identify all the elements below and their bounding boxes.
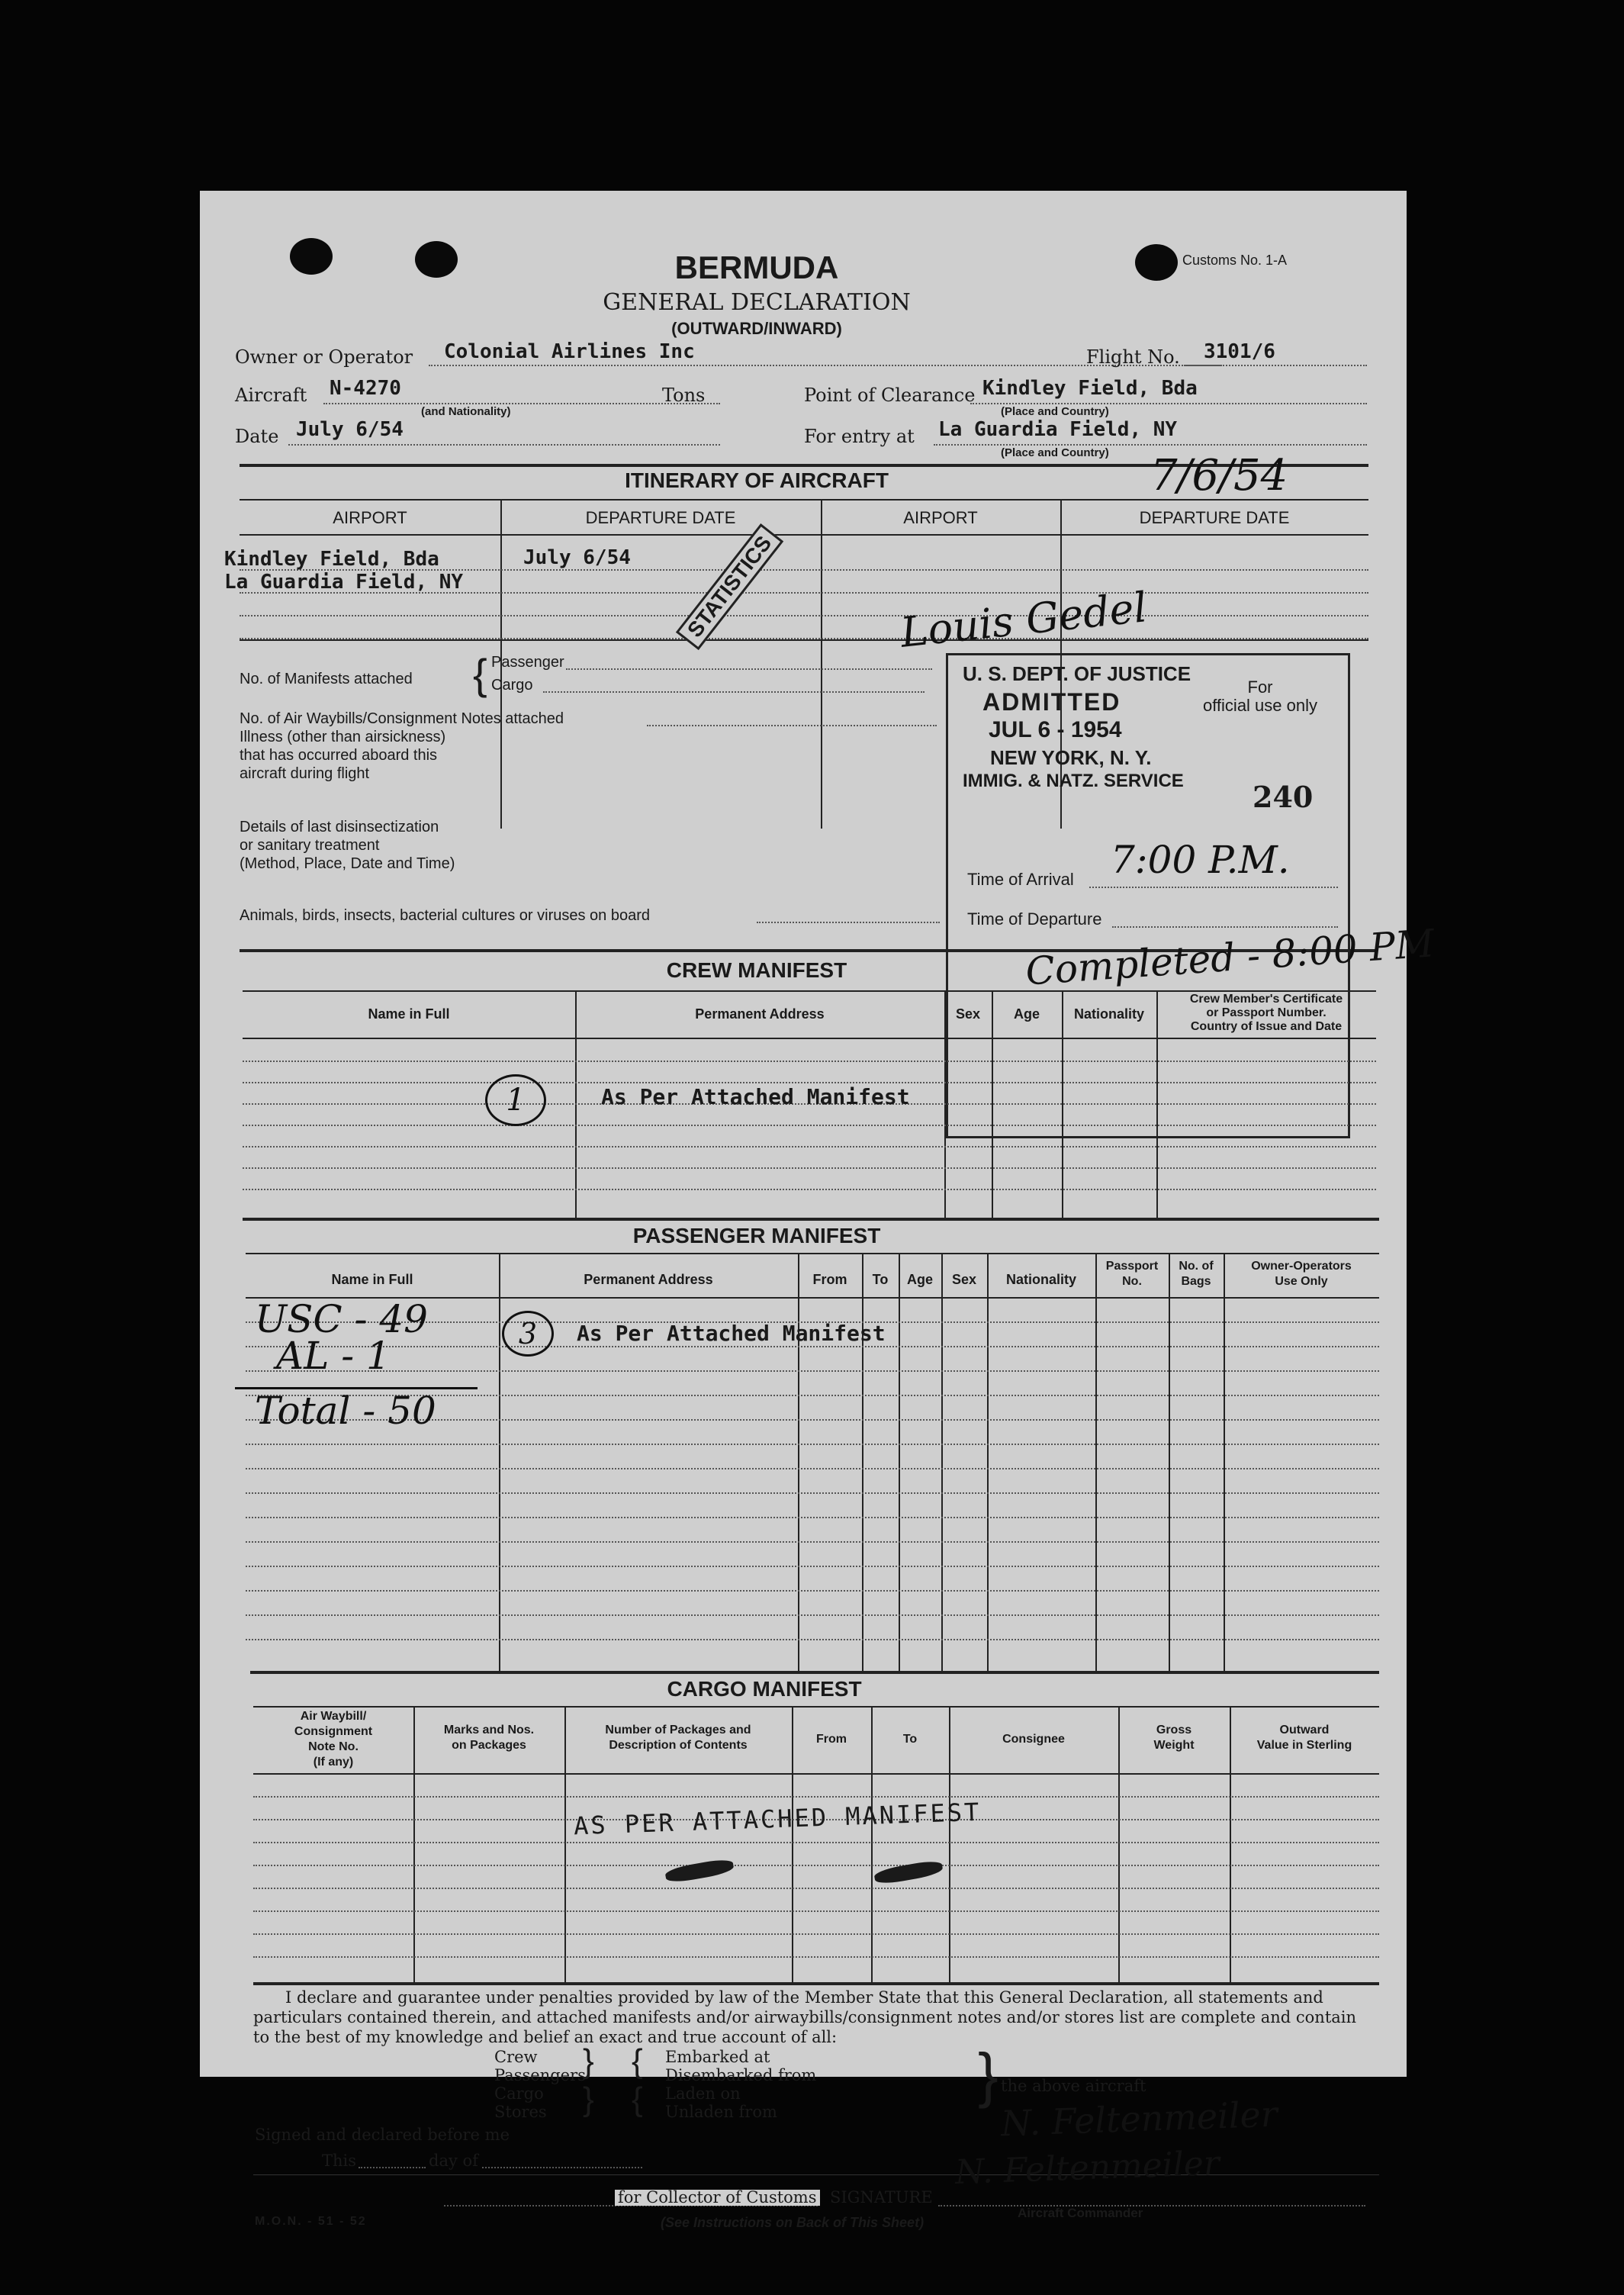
official-number: 240 <box>1253 780 1314 814</box>
declaration-item-passengers: Passengers <box>494 2066 586 2084</box>
official-label-1: For <box>1247 678 1273 697</box>
commander-label: Aircraft Commander <box>1018 2206 1143 2220</box>
passenger-header-passport-2: No. <box>1122 1275 1142 1288</box>
passenger-header-from: From <box>812 1272 847 1287</box>
punch-hole <box>1135 244 1178 281</box>
illness-line-3: aircraft during flight <box>240 765 370 782</box>
passenger-header-bags-1: No. of <box>1179 1260 1214 1273</box>
date-value: July 6/54 <box>296 418 404 441</box>
cargo-header-packages-1: Number of Packages and <box>605 1724 751 1737</box>
itinerary-title: ITINERARY OF AIRCRAFT <box>625 468 889 492</box>
this-label: This <box>322 2152 357 2170</box>
crew-header-cert-2: or Passport Number. <box>1206 1006 1327 1019</box>
declaration-form: Customs No. 1-A BERMUDA GENERAL DECLARATION (OUTWARD/INWARD) Owner or Operator Colonial Airlines Inc Flight No. 3101/6 Aircraft N-4270 (and Nationality) Tons Point of Clearance Kindley Field, Bda (Place and Country) Date July 6/54 For entry at La Guardia Field, NY (Place and Country) ITINERARY OF AIRCRAFT 7/6/54 AIRPORT DEPARTURE DATE AIRPORT DEPARTURE DATE Kindley Field, Bda July 6/54 La Guardia Field, NY STATISTICS Louis Gedel No. of Manifests attached { Passenger Cargo No. of Air Waybills/Consignment Notes attached Illness (other than airsickness) that has occurred aboard this aircraft during flight Details of last disinsectization or sanitary treatment (Method, Place, Date and Time) Animals, birds, insects, bacterial cultures or viruses on board For official use only U. S. DEPT. OF JUSTICE ADMITTED JUL 6 - 1954 NEW YORK, N. Y. IMMIG. & NATZ. SERVICE 240 Time of Arrival 7:00 P.M. Time of Departure CREW MANIFEST Completed - 8:00 PM Name in Full Permanent Address Sex Age Nationality Crew Member's Certificate or Passport Number. Country of Issue and Date 1 As Per Attached Manifest PASSENGER MANIFEST Name in Full Permanent Address From To Age Sex Nationality Passport No. No. of Bags Owner-Operators Use Only USC - 49 AL - 1 Total - 50 3 As Per Attached Manifest CARGO MANIFEST Air Waybill/ Consignment Note No. (If any) Marks and Nos. on Packages Number of Packages and Description of Contents From To Consignee Gross Weight Outward Value in Sterling AS PER ATTACHED MANIFEST I declare and guarantee under penalties provided by law of the Member State that this General Declaration, all statements and particulars contained therein, and attached manifests and/or airwaybills/consignment notes and/or stores list are complete and contain to the best of my knowledge and belief an exact and true account of all: Crew Passengers Cargo Stores } } { { Embarked at Disembarked from Laden on Unladen from } the above aircraft N. Feltenmeiler Signed and declared before me This day of N. Feltenmeiler for Collector of Customs SIGNATURE M.O.N. - 51 - 52 (See Instructions on Back of This Sheet) Aircraft Commander <box>200 191 1407 2077</box>
disinsect-line-2: or sanitary treatment <box>240 837 380 854</box>
passenger-header-address: Permanent Address <box>584 1272 713 1287</box>
crew-circled-number: 1 <box>485 1074 546 1126</box>
crew-header-nationality: Nationality <box>1073 1006 1144 1022</box>
passenger-handwritten-al: AL - 1 <box>276 1334 391 1378</box>
cargo-header-gross-2: Weight <box>1153 1739 1195 1752</box>
animals-label: Animals, birds, insects, bacterial cultures or viruses on board <box>240 907 651 924</box>
form-number: M.O.N. - 51 - 52 <box>255 2215 367 2228</box>
declaration-item-disembarked: Disembarked from <box>665 2066 817 2084</box>
stamp-admitted: ADMITTED <box>982 688 1121 716</box>
illness-line-2: that has occurred aboard this <box>240 747 438 764</box>
owner-value: Colonial Airlines Inc <box>444 340 695 363</box>
disinsect-line-1: Details of last disinsectization <box>240 819 439 835</box>
declaration-aircraft-text: the above aircraft <box>1001 2077 1146 2095</box>
signed-label: Signed and declared before me <box>255 2126 510 2144</box>
itinerary-handwritten-date: 7/6/54 <box>1150 451 1288 501</box>
cargo-header-value-1: Outward <box>1279 1724 1330 1737</box>
manifests-passenger-label: Passenger <box>491 654 564 671</box>
flight-value: 3101/6 <box>1204 340 1275 363</box>
passenger-circled-number: 3 <box>502 1311 554 1357</box>
cargo-handwritten-entry: AS PER ATTACHED MANIFEST <box>573 1797 982 1841</box>
declaration-item-stores: Stores <box>494 2103 547 2121</box>
declaration-item-cargo: Cargo <box>494 2084 544 2103</box>
itinerary-header-departure-1: DEPARTURE DATE <box>585 508 736 527</box>
declaration-item-laden: Laden on <box>665 2084 741 2103</box>
itinerary-header-departure-2: DEPARTURE DATE <box>1139 508 1290 527</box>
cargo-header-gross-1: Gross <box>1156 1724 1192 1737</box>
declaration-line-1: I declare and guarantee under penalties provided by law of the Member State that this General Declaration, all statements and <box>285 1988 1323 2007</box>
declaration-item-embarked: Embarked at <box>665 2048 770 2066</box>
cargo-header-waybill-3: Note No. <box>308 1740 359 1753</box>
tons-label: Tons <box>662 385 706 406</box>
cargo-header-waybill-2: Consignment <box>294 1725 373 1738</box>
signature-label: SIGNATURE <box>830 2188 933 2206</box>
passenger-header-passport-1: Passport <box>1105 1260 1159 1273</box>
cargo-scribble-2 <box>873 1859 944 1885</box>
arrival-label: Time of Arrival <box>967 870 1074 889</box>
crew-completed-note: Completed - 8:00 PM <box>1024 921 1436 994</box>
customs-form-number: Customs No. 1-A <box>1182 253 1288 268</box>
cargo-header-from: From <box>816 1733 847 1746</box>
statistics-stamp: STATISTICS <box>676 523 783 650</box>
instructions-note: (See Instructions on Back of This Sheet) <box>661 2215 925 2230</box>
clearance-label: Point of Clearance <box>804 385 976 406</box>
day-label: day of <box>429 2152 478 2170</box>
passenger-header-to: To <box>872 1272 889 1287</box>
declaration-line-3: to the best of my knowledge and belief an exact and true account of all: <box>253 2028 838 2046</box>
itinerary-airport-1: Kindley Field, Bda <box>224 548 439 571</box>
collector-label: for Collector of Customs <box>615 2190 820 2206</box>
crew-header-age: Age <box>1013 1006 1040 1022</box>
cargo-header-marks-2: on Packages <box>452 1739 526 1752</box>
itinerary-airport-2: La Guardia Field, NY <box>224 571 464 594</box>
departure-time-label: Time of Departure <box>967 909 1102 929</box>
crew-header-sex: Sex <box>955 1006 981 1022</box>
itinerary-header-airport-1: AIRPORT <box>333 508 407 527</box>
entry-value: La Guardia Field, NY <box>938 418 1178 441</box>
itinerary-departure-1: July 6/54 <box>523 546 631 569</box>
clearance-value: Kindley Field, Bda <box>982 377 1198 400</box>
aircraft-note: (and Nationality) <box>421 405 511 418</box>
commander-signature-2: N. Feltenmeiler <box>954 2143 1220 2193</box>
entry-label: For entry at <box>804 426 915 447</box>
crew-header-cert-3: Country of Issue and Date <box>1190 1020 1343 1033</box>
cargo-header-value-2: Value in Sterling <box>1256 1739 1352 1752</box>
passenger-header-age: Age <box>906 1272 933 1287</box>
stamp-service: IMMIG. & NATZ. SERVICE <box>963 771 1184 791</box>
passenger-entry: As Per Attached Manifest <box>577 1321 886 1346</box>
form-direction: (OUTWARD/INWARD) <box>671 319 842 338</box>
official-label-2: official use only <box>1202 696 1317 715</box>
itinerary-signature: Louis Gedel <box>898 583 1150 657</box>
manifests-cargo-label: Cargo <box>491 677 533 694</box>
cargo-title: CARGO MANIFEST <box>667 1677 862 1701</box>
cargo-header-waybill-1: Air Waybill/ <box>300 1710 367 1723</box>
illness-line-1: Illness (other than airsickness) <box>240 729 446 745</box>
stamp-date: JUL 6 - 1954 <box>989 717 1122 742</box>
disinsect-line-3: (Method, Place, Date and Time) <box>240 855 455 872</box>
flight-label: Flight No. <box>1086 346 1180 368</box>
crew-header-address: Permanent Address <box>695 1006 825 1022</box>
passenger-title: PASSENGER MANIFEST <box>632 1224 881 1247</box>
declaration-line-2: particulars contained therein, and attached manifests and/or airwaybills/consignment notes and/or stores list are complete and contain <box>253 2008 1357 2026</box>
cargo-scribble-1 <box>664 1857 735 1884</box>
cargo-header-marks-1: Marks and Nos. <box>443 1724 535 1737</box>
place-country-note: (Place and Country) <box>1001 405 1109 418</box>
place-country-note-2: (Place and Country) <box>1001 446 1109 459</box>
crew-title: CREW MANIFEST <box>666 958 847 982</box>
crew-header-cert-1: Crew Member's Certificate <box>1189 993 1343 1006</box>
punch-hole <box>415 241 458 278</box>
arrival-value: 7:00 P.M. <box>1111 838 1290 882</box>
waybills-label: No. of Air Waybills/Consignment Notes attached <box>240 710 564 727</box>
owner-label: Owner or Operator <box>235 346 413 368</box>
passenger-header-nationality: Nationality <box>1005 1272 1076 1287</box>
declaration-item-crew: Crew <box>494 2048 538 2066</box>
declaration-item-unladen: Unladen from <box>665 2103 777 2121</box>
passenger-header-bags-2: Bags <box>1181 1275 1211 1288</box>
itinerary-header-airport-2: AIRPORT <box>903 508 978 527</box>
crew-entry: As Per Attached Manifest <box>601 1084 910 1109</box>
cargo-header-packages-2: Description of Contents <box>609 1739 748 1752</box>
punch-hole <box>290 238 333 275</box>
form-subtitle: GENERAL DECLARATION <box>603 289 911 316</box>
commander-signature-1: N. Feltenmeiler <box>1000 2093 1278 2145</box>
aircraft-label: Aircraft <box>235 385 307 406</box>
passenger-handwritten-usc: USC - 49 <box>255 1297 428 1341</box>
form-title: BERMUDA <box>674 249 839 285</box>
date-label: Date <box>235 426 279 447</box>
passenger-header-name: Name in Full <box>331 1272 413 1287</box>
cargo-header-waybill-4: (If any) <box>313 1756 354 1769</box>
cargo-header-to: To <box>902 1733 918 1746</box>
stamp-city: NEW YORK, N. Y. <box>990 746 1152 769</box>
passenger-header-owner-2: Use Only <box>1275 1275 1328 1288</box>
crew-header-name: Name in Full <box>368 1006 450 1022</box>
passenger-handwritten-total: Total - 50 <box>255 1389 436 1433</box>
manifests-label: No. of Manifests attached <box>240 671 413 687</box>
passenger-header-sex: Sex <box>951 1272 977 1287</box>
aircraft-value: N-4270 <box>330 377 401 400</box>
passenger-header-owner-1: Owner-Operators <box>1251 1260 1352 1273</box>
cargo-header-consignee: Consignee <box>1002 1733 1065 1746</box>
stamp-dept: U. S. DEPT. OF JUSTICE <box>963 662 1191 685</box>
